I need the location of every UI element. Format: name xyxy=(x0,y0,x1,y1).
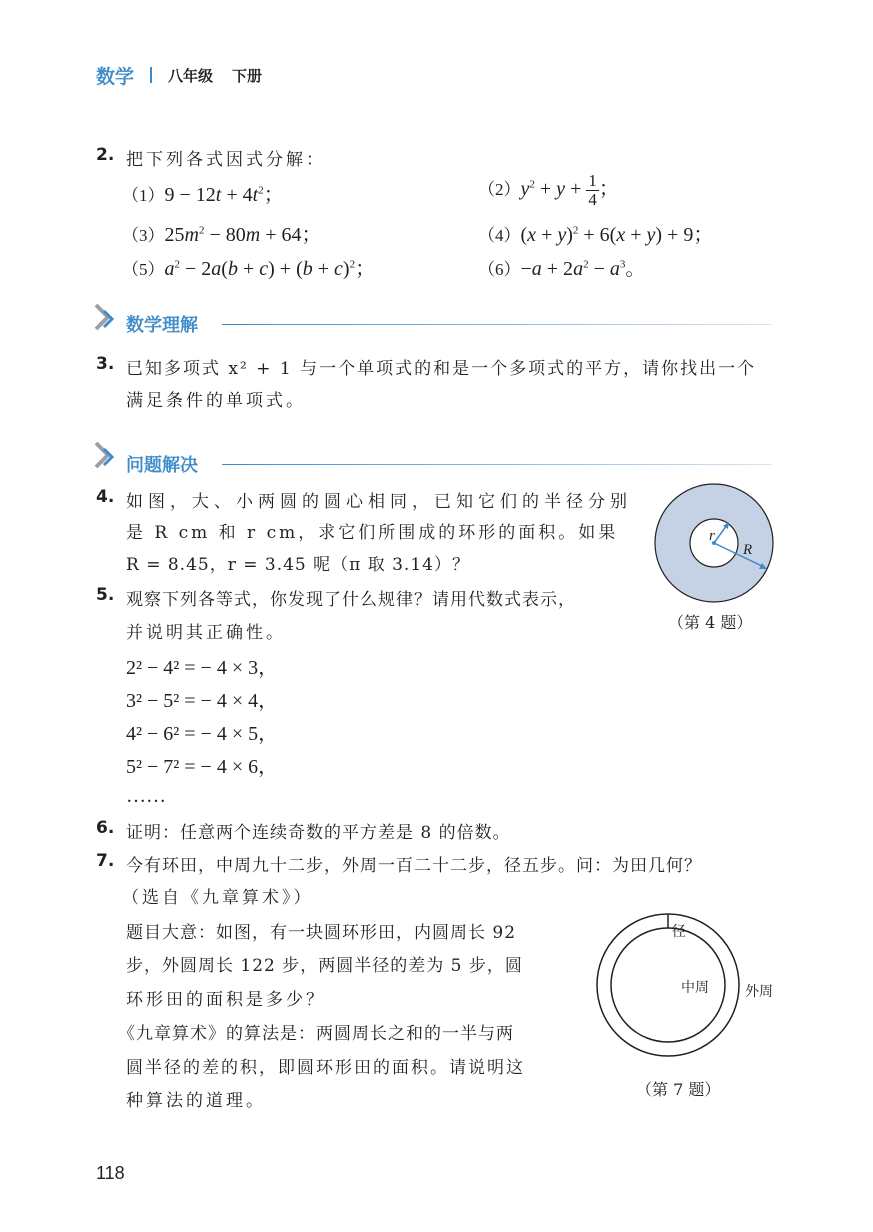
q4-caption: （第 4 题） xyxy=(668,613,753,632)
header-separator xyxy=(150,67,152,83)
label-r: r xyxy=(709,528,715,544)
q3-line2: 满足条件的单项式。 xyxy=(126,391,306,411)
q2-item-1-label: （1） xyxy=(122,186,165,205)
q4-line3: R = 8.45，r = 3.45 呢（π 取 3.14）？ xyxy=(126,555,470,575)
q2-item-5-label: （5） xyxy=(122,260,165,279)
q2-item-2-fraction: $\frac{1}{4}$ xyxy=(588,171,597,209)
q3-number: 3. xyxy=(96,354,115,374)
q6-text: 证明：任意两个连续奇数的平方差是 8 的倍数。 xyxy=(126,823,511,843)
q7-source: （选自《九章算术》） xyxy=(122,888,314,908)
q7-line1: 今有环田，中周九十二步，外周一百二十二步，径五步。问：为田几何？ xyxy=(126,856,702,876)
q5-equation-1: 2² − 4² = − 4 × 3， xyxy=(126,657,279,679)
q7-method1: 《九章算术》的算法是：两圆周长之和的一半与两 xyxy=(118,1024,514,1044)
q5-equation-4: 5² − 7² = − 4 × 6， xyxy=(126,756,279,778)
q7-meaning1: 题目大意：如图，有一块圆环形田，内圆周长 92 xyxy=(126,923,517,943)
header-subject: 数学 xyxy=(96,66,135,88)
section-divider xyxy=(222,464,772,465)
label-wai: 外周 xyxy=(745,984,773,1000)
q5-line1: 观察下列各等式，你发现了什么规律？请用代数式表示， xyxy=(126,590,576,610)
chevron-icon xyxy=(92,303,122,333)
q7-caption: （第 7 题） xyxy=(636,1080,721,1099)
q4-line1: 如图，大、小两圆的圆心相同，已知它们的半径分别 xyxy=(126,492,632,512)
q5-number: 5. xyxy=(96,585,115,605)
label-zhong: 中周 xyxy=(681,980,709,996)
header-grade: 八年级 xyxy=(168,67,214,85)
q5-ellipsis: …… xyxy=(126,785,166,807)
q6-number: 6. xyxy=(96,818,115,838)
section-title-problem-solving: 问题解决 xyxy=(126,455,198,476)
ring-field-figure xyxy=(593,910,743,1060)
page-number: 118 xyxy=(96,1163,125,1183)
q7-method2: 圆半径的差的积，即圆环形田的面积。请说明这 xyxy=(126,1058,525,1078)
q2-item-6: $(6)-a + 2a^2 - a^3$。 xyxy=(478,258,646,280)
section-divider xyxy=(222,324,772,325)
q2-item-6-label: （6） xyxy=(478,260,521,279)
annulus-figure xyxy=(652,481,776,605)
q2-item-2-label: （2） xyxy=(478,180,521,200)
q7-method3: 种算法的道理。 xyxy=(126,1091,266,1111)
q7-meaning2: 步，外圆周长 122 步，两圆半径的差为 5 步，圆 xyxy=(126,956,523,976)
section-title-understanding: 数学理解 xyxy=(126,315,198,336)
q2-item-3-label: （3） xyxy=(122,226,165,245)
q2-item-4: $(4)(x + y)^2 + 6(x + y) + 9$； xyxy=(478,224,714,246)
q2-item-5: $(5)a^2 - 2a(b + c) + (b + c)^2$； xyxy=(122,258,376,280)
q7-meaning3: 环形田的面积是多少？ xyxy=(126,990,326,1010)
q4-line2: 是 R cm 和 r cm，求它们所围成的环形的面积。如果 xyxy=(126,523,619,543)
q2-item-1: $(1)9 - 12t + 4t^2$； xyxy=(122,184,284,206)
header-volume: 下册 xyxy=(232,67,263,85)
q4-number: 4. xyxy=(96,487,115,507)
q5-line2: 并说明其正确性。 xyxy=(126,623,286,643)
q3-line1: 已知多项式 x² + 1 与一个单项式的和是一个多项式的平方，请你找出一个 xyxy=(126,359,757,379)
q2-prompt: 把下列各式因式分解： xyxy=(126,150,326,170)
label-jing: 径 xyxy=(672,924,686,940)
label-R: R xyxy=(743,542,753,558)
q5-equation-2: 3² − 5² = − 4 × 4， xyxy=(126,690,279,712)
q2-item-2: $(2)y^2 + y$ + $\frac{1}{4}$ ； xyxy=(478,171,619,209)
q2-number: 2. xyxy=(96,145,115,165)
q2-item-3: $(3)25m^2 - 80m + 64$； xyxy=(122,224,322,246)
q5-equation-3: 4² − 6² = − 4 × 5， xyxy=(126,723,279,745)
chevron-icon xyxy=(92,441,122,471)
q7-number: 7. xyxy=(96,851,115,871)
q2-item-4-label: （4） xyxy=(478,226,521,245)
